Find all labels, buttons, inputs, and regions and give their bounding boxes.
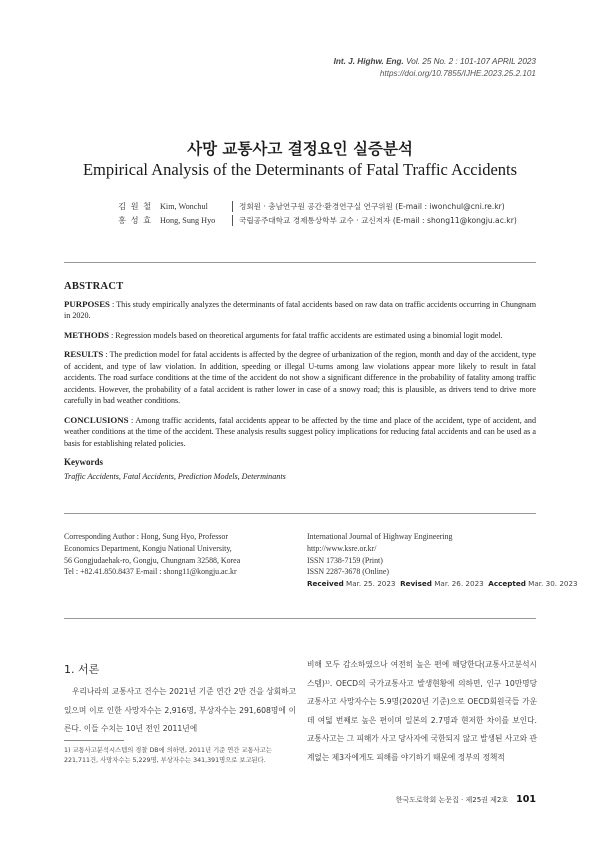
results-text: : The prediction model for fatal accidents is affected by the degree of urbanization of the region, month and day of the accident, type of accident, and type of law violation. In addition, speeding or illegal U-turns among law violations appear more likely to result in fatal accidents. The road surface conditions at the time of the accident do not show a significant difference in the probability of fatality among traffic accidents. However, the probability of a fatal accident is rather lower in case of a snowy road; this is plausible, as drivers tend to drive more carefully in bad weather conditions. [64,350,536,405]
body-column-left [64,683,296,739]
conclusions-text: : Among traffic accidents, fatal accidents appear to be affected by the time and place of the accident, type of accident, and weather conditions at the time of the accident. These analysis results suggest policy implications for reducing fatal accidents and can be used as a basis for establishing related policies. [64,415,536,448]
conclusions-label: CONCLUSIONS [64,414,129,425]
accepted-label: Accepted [488,579,526,589]
top-divider [64,262,536,263]
author-row [92,213,517,227]
corresponding-line: Economics Department, Kongju National University, [64,543,232,553]
author-name-korean: 김 원 철 [118,200,152,211]
footnote [64,746,296,766]
author-affiliation: 정회원 · 충남연구원 공간·환경연구실 연구위원 (E-mail : iwonchul@cni.re.kr) [239,201,505,211]
journal-name: Int. J. Highw. Eng. [333,57,404,66]
revised-label: Revised [400,579,432,589]
footnote-divider [64,740,124,741]
revised-date: Mar. 26. 2023 [434,579,484,589]
author-divider [232,201,233,212]
keywords-heading: Keywords [64,457,103,467]
lower-divider [64,618,536,619]
journal-header [334,56,536,80]
title-english: Empirical Analysis of the Determinants of Fatal Traffic Accidents [82,160,518,179]
methods-text: : Regression models based on theoretical arguments for fatal traffic accidents are estimated using a binomial logit model. [108,330,503,340]
body-paragraph: 우리나라의 교통사고 건수는 2021년 기준 연간 2만 건을 상회하고 있으며 이로 인한 사망자수는 2,916명, 부상자수는 291,608명에 이른다. 이들 수치는 10년 전인 2011년에 [64,687,296,733]
middle-divider [64,513,536,514]
abstract-methods [64,330,536,342]
corresponding-contact[interactable]: Tel : +82.41.850.8437 E-mail : shong11@kongju.ac.kr [64,567,237,577]
results-label: RESULTS [64,349,104,359]
author-affiliation: 국립공주대학교 경제통상학부 교수 · 교신저자 (E-mail : shong11@kongju.ac.kr) [239,215,517,225]
keywords-list: Traffic Accidents, Fatal Accidents, Prediction Models, Determinants [64,471,286,481]
received-label: Received [307,579,344,589]
journal-info [307,531,578,590]
author-row [92,199,517,213]
abstract-purposes [64,299,536,322]
title-korean: 사망 교통사고 결정요인 실증분석 [187,140,413,158]
author-name-english: Kim, Wonchul [160,201,208,211]
abstract-conclusions [64,415,536,450]
journal-volume: Vol. 25 No. 2 : 101-107 APRIL 2023 [406,57,536,66]
corresponding-line: Corresponding Author : Hong, Sung Hyo, Professor [64,532,228,541]
page-footer [396,794,536,805]
footnote-line: 221,711건, 사망자수는 5,229명, 부상자수는 341,391명으로 보고된다. [64,757,266,764]
purposes-text: : This study empirically analyzes the determinants of fatal accidents based on raw data on traffic accidents occurring in Chungnam in 2020. [64,299,536,320]
body-paragraph: 비해 모두 감소하였으나 여전히 높은 편에 해당한다(교통사고분석시스템)¹⁾. OECD의 국가교통사고 발생현황에 의하면, 인구 10만명당 교통사고 사망자수는 5.9명(2020년 기준)으로 OECD회원국들 가운데 여덟 번째로 높은 편이며 일본의 2.7명과 현저한 차이를 보인다. 교통사고는 그 피해가 사고 당사자에 국한되지 않고 발생된 사고와 관계없는 제3자에게도 피해를 야기하기 때문에 정부의 정책적 [307,660,537,762]
journal-info-name: International Journal of Highway Engineering [307,532,453,541]
author-name-english: Hong, Sung Hyo [160,215,216,225]
body-column-right [307,656,537,767]
section-title: 1. 서론 [64,663,100,676]
article-dates [307,578,578,590]
issn-online: ISSN 2287-3678 (Online) [307,567,389,577]
accepted-date: Mar. 30. 2023 [528,579,578,589]
author-divider [232,215,233,226]
corresponding-author-info [64,531,294,578]
purposes-label: PURPOSES [64,298,110,309]
journal-citation [334,56,536,68]
abstract-heading: ABSTRACT [64,281,124,292]
corresponding-line: 56 Gongjudaehak-ro, Gongju, Chungnam 32588, Korea [64,555,241,565]
received-date: Mar. 25. 2023 [346,579,396,589]
issn-print: ISSN 1738-7159 (Print) [307,555,383,565]
abstract [64,281,536,482]
doi-link[interactable]: https://doi.org/10.7855/IJHE.2023.25.2.101 [379,69,536,78]
journal-url[interactable]: http://www.ksre.or.kr/ [307,543,377,553]
methods-label: METHODS [64,329,109,340]
footer-journal: 한국도로학회 논문집 · 제25권 제2호 [395,796,509,804]
author-list [92,199,517,227]
author-name-korean: 홍 성 효 [118,214,152,225]
abstract-results [64,349,536,407]
footnote-line: 1) 교통사고분석시스템의 경찰 DB에 의하면, 2011년 기준 연간 교통사고는 [64,747,272,754]
page-number: 101 [516,794,536,805]
